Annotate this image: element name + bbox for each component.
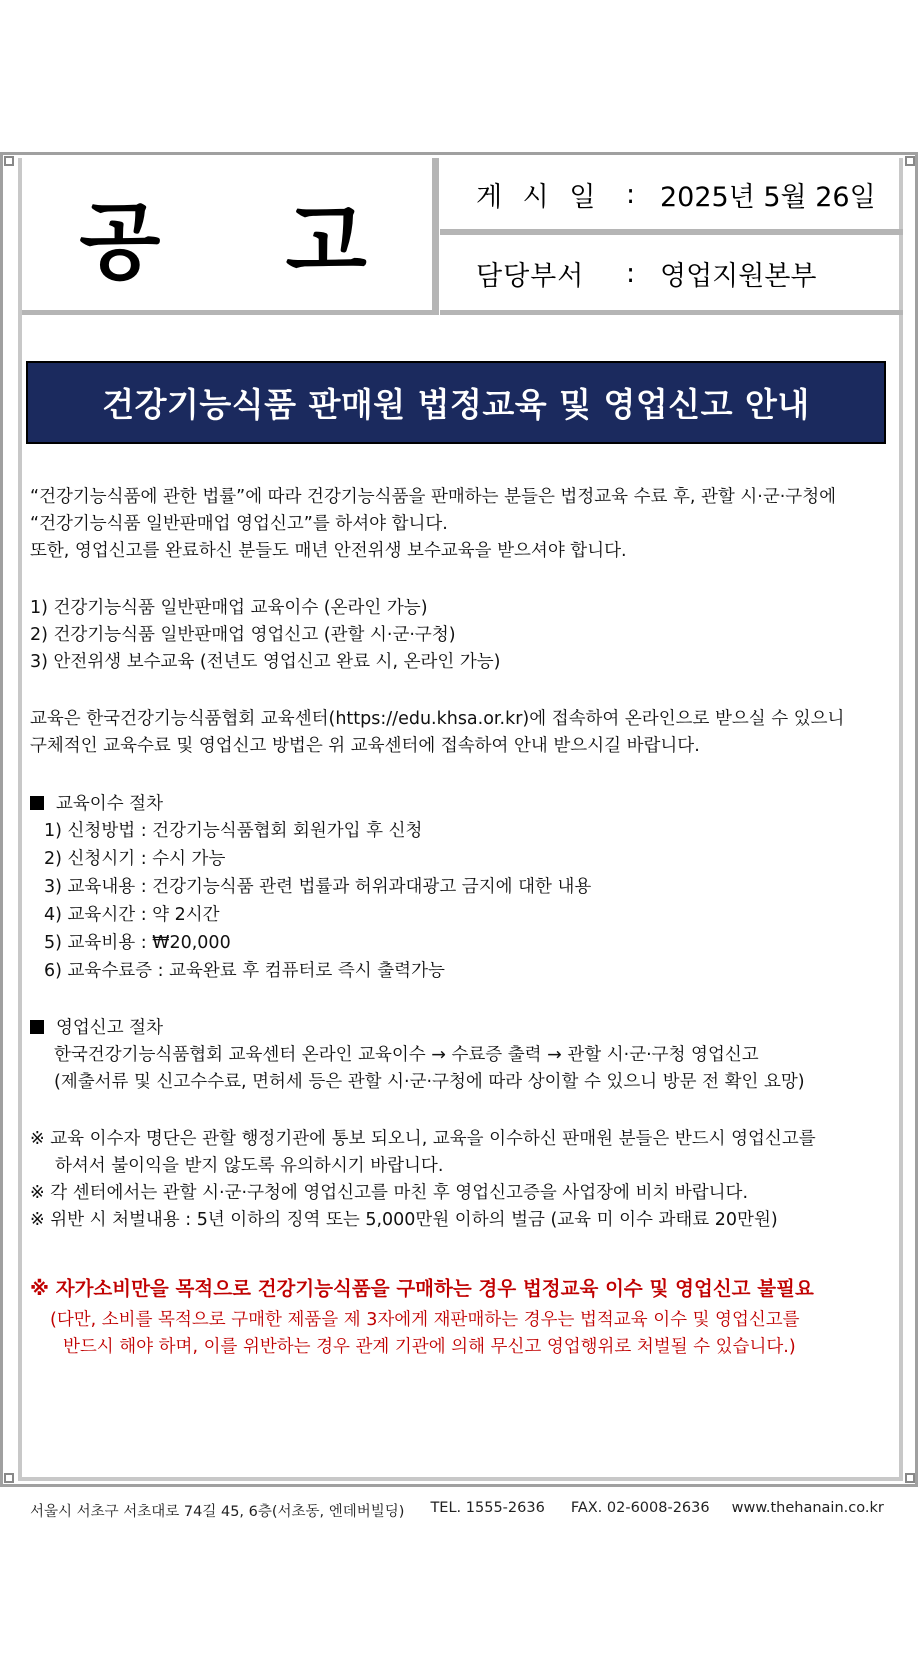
intro-line: “건강기능식품에 관한 법률”에 따라 건강기능식품을 판매하는 분들은 법정교육 수료 후, 관할 시·군·구청에 — [30, 487, 837, 507]
step-item: 1) 건강기능식품 일반판매업 교육이수 (온라인 가능) — [30, 598, 428, 618]
edu-procedure-item: 5) 교육비용 : ₩20,000 — [44, 933, 231, 953]
header-divider — [432, 158, 439, 315]
department-label: 담당부서 — [476, 260, 585, 292]
warning-line: (다만, 소비를 목적으로 구매한 제품을 제 3자에게 재판매하는 경우는 법적교육 이수 및 영업신고를 — [50, 1310, 800, 1330]
note-line: 하셔서 불이익을 받지 않도록 유의하시기 바랍니다. — [55, 1156, 444, 1176]
corner-mark — [905, 1473, 915, 1483]
step-item: 3) 안전위생 보수교육 (전년도 영업신고 완료 시, 온라인 가능) — [30, 652, 501, 672]
post-date-label: 게 시 일 — [476, 182, 602, 213]
department-value: 영업지원본부 — [660, 260, 817, 292]
footer-address: 서울시 서초구 서초대로 74길 45, 6층(서초동, 엔데버빌딩) — [30, 1504, 405, 1520]
footer-fax: FAX. 02-6008-2636 — [570, 1500, 710, 1516]
edu-info-line: 구체적인 교육수료 및 영업신고 방법은 위 교육센터에 접속하여 안내 받으시길 바랍니다. — [30, 736, 700, 756]
warning-title: ※ 자가소비만을 목적으로 건강기능식품을 구매하는 경우 법정교육 이수 및 영업신고 불필요 — [30, 1277, 814, 1300]
edu-procedure-item: 1) 신청방법 : 건강기능식품협회 회원가입 후 신청 — [44, 821, 423, 841]
biz-procedure-title: 영업신고 절차 — [56, 1018, 163, 1038]
note-line: ※ 위반 시 처벌내용 : 5년 이하의 징역 또는 5,000만원 이하의 벌금 (교육 미 이수 과태료 20만원) — [30, 1210, 778, 1230]
corner-mark — [905, 156, 915, 166]
note-line: ※ 각 센터에서는 관할 시·군·구청에 영업신고를 마친 후 영업신고증을 사업장에 비치 바랍니다. — [30, 1183, 749, 1203]
intro-line: 또한, 영업신고를 완료하신 분들도 매년 안전위생 보수교육을 받으셔야 합니다. — [30, 541, 627, 561]
warning-line: 반드시 해야 하며, 이를 위반하는 경우 관계 기관에 의해 무신고 영업행위로 처벌될 수 있습니다.) — [63, 1337, 796, 1357]
edu-procedure-title: 교육이수 절차 — [56, 794, 163, 814]
footer-tel: TEL. 1555-2636 — [430, 1500, 545, 1516]
note-line: ※ 교육 이수자 명단은 관할 행정기관에 통보 되오니, 교육을 이수하신 판매원 분들은 반드시 영업신고를 — [30, 1129, 816, 1149]
edu-procedure-item: 6) 교육수료증 : 교육완료 후 컴퓨터로 즉시 출력가능 — [44, 961, 445, 981]
corner-mark — [4, 1473, 14, 1483]
post-date-row — [440, 160, 903, 235]
footer — [30, 1500, 890, 1521]
footer-website-link[interactable]: www.thehanain.co.kr — [731, 1500, 884, 1516]
biz-procedure-heading — [30, 1014, 163, 1039]
edu-procedure-heading — [30, 790, 163, 815]
intro-line: “건강기능식품 일반판매업 영업신고”를 하셔야 합니다. — [30, 514, 448, 534]
department-colon: : — [626, 257, 636, 289]
notice-title: 공 고 — [79, 192, 415, 291]
biz-procedure-line: 한국건강기능식품협회 교육센터 온라인 교육이수 → 수료증 출력 → 관할 시·군·구청 영업신고 — [54, 1045, 759, 1065]
corner-mark — [4, 156, 14, 166]
square-bullet-icon — [30, 1020, 44, 1034]
notice-title-box — [22, 160, 432, 315]
post-date-value: 2025년 5월 26일 — [660, 182, 876, 213]
banner-title: 건강기능식품 판매원 법정교육 및 영업신고 안내 — [102, 385, 810, 424]
edu-info-line: 교육은 한국건강기능식품협회 교육센터(https://edu.khsa.or.kr)에 접속하여 온라인으로 받으실 수 있으니 — [30, 709, 845, 729]
step-item: 2) 건강기능식품 일반판매업 영업신고 (관할 시·군·구청) — [30, 625, 456, 645]
edu-procedure-item: 4) 교육시간 : 약 2시간 — [44, 905, 220, 925]
edu-procedure-item: 3) 교육내용 : 건강기능식품 관련 법률과 허위과대광고 금지에 대한 내용 — [44, 877, 592, 897]
department-row — [440, 236, 903, 315]
square-bullet-icon — [30, 796, 44, 810]
edu-procedure-item: 2) 신청시기 : 수시 가능 — [44, 849, 226, 869]
biz-procedure-line: (제출서류 및 신고수수료, 면허세 등은 관할 시·군·구청에 따라 상이할 수 있으니 방문 전 확인 요망) — [54, 1072, 805, 1092]
title-banner — [26, 361, 886, 444]
post-date-colon: : — [626, 179, 636, 210]
